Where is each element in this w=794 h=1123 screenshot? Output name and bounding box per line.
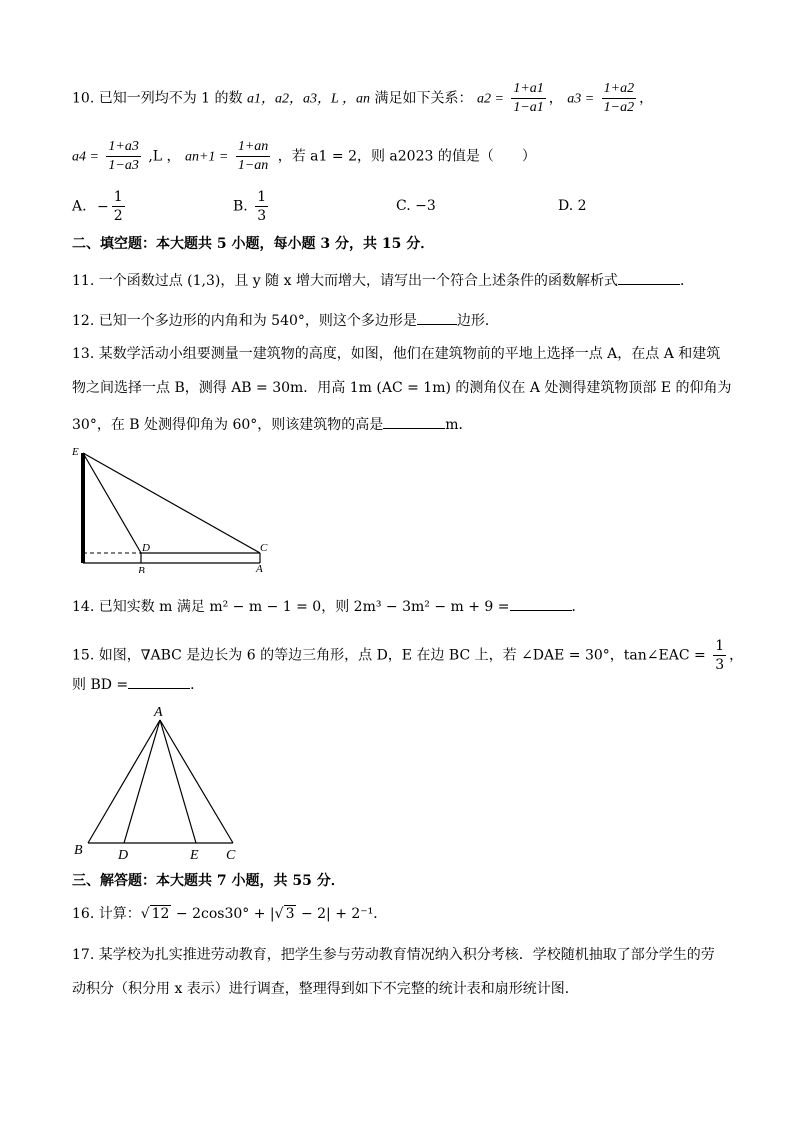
q11: 11. 一个函数过点 (1,3)，且 y 随 x 增大而增大，请写出一个符合上述条件的函数解析式 ． xyxy=(72,270,694,291)
line-ED xyxy=(83,453,141,553)
q12: 12. 已知一个多边形的内角和为 540°，则这个多边形是 边形． xyxy=(72,310,499,331)
label-A: A xyxy=(256,563,263,573)
q10-a4-fraction: $\frac{1+a3}{1-a3}$ xyxy=(108,139,139,173)
q10-option-a: A. − $\frac{1}{2}$ xyxy=(72,189,123,224)
q12-answer-blank xyxy=(417,310,457,325)
q10-a4-lhs: a4 = xyxy=(72,149,99,165)
section2-title: 二、填空题：本大题共 5 小题，每小题 3 分，共 15 分． xyxy=(72,236,435,252)
q13-line1: 13. 某数学活动小组要测量一建筑物的高度，如图，他们在建筑物前的平地上选择一点 A，在点 A 和建筑 xyxy=(72,346,721,362)
q10-option-b: B. $\frac{1}{3}$ xyxy=(233,189,267,224)
q15-figure xyxy=(68,700,268,865)
label-D: D xyxy=(118,848,129,863)
label-D: D xyxy=(142,542,150,554)
q14-answer-blank xyxy=(510,596,572,611)
q10-a3-lhs: a3 = xyxy=(567,91,595,107)
q10-sequence: a1，a2，a3，L ，an xyxy=(246,91,371,107)
q15-line2: 则 BD = ． xyxy=(72,674,204,695)
q10-line2 xyxy=(72,138,536,175)
q15-line1: 15. 如图，∇ABC 是边长为 6 的等边三角形，点 D，E 在边 BC 上，若 ∠DAE = 30°，tan∠EAC = $\frac{1}{3}$ ， xyxy=(72,638,744,673)
q15-answer-blank xyxy=(128,674,190,689)
q10-condition: 满足如下关系： xyxy=(374,90,473,107)
q13-line3: 30°，在 B 处测得仰角为 60°，则该建筑物的高是 m． xyxy=(72,414,473,435)
line-AE xyxy=(160,720,196,843)
q10-option-d: D. 2 xyxy=(558,198,587,214)
q14: 14. 已知实数 m 满足 m² − m − 1 = 0，则 2m³ − 3m² − m + 9 = ． xyxy=(72,596,586,617)
q10-an1-fraction: $\frac{1+an}{1-an}$ xyxy=(237,139,269,173)
q10-a3-fraction: $\frac{1+a2}{1-a2}$ xyxy=(603,81,635,115)
q16: 16. 计算：√ 12 − 2cos30° + |√ 3 − 2| + 2⁻¹． xyxy=(72,906,388,922)
line-EC xyxy=(83,453,260,553)
section3-title: 三、解答题：本大题共 7 小题，共 55 分． xyxy=(72,873,345,889)
q10-option-c: C. −3 xyxy=(396,198,436,214)
side-AC xyxy=(160,720,233,843)
q10-a2-lhs: a2 = xyxy=(476,91,504,107)
label-B: B xyxy=(74,843,83,858)
q10-a2-fraction: $\frac{1+a1}{1-a1}$ xyxy=(513,81,544,115)
label-E: E xyxy=(72,446,79,458)
q13-answer-blank xyxy=(383,414,445,429)
label-B: B xyxy=(138,565,145,573)
q13-line2: 物之间选择一点 B，测得 AB = 30m．用高 1m (AC = 1m) 的测角仪在 A 处测得建筑物顶部 E 的仰角为 xyxy=(72,380,732,396)
label-E: E xyxy=(190,848,199,863)
line-AD xyxy=(124,720,160,843)
label-A: A xyxy=(154,705,163,720)
q11-answer-blank xyxy=(618,270,680,285)
side-AB xyxy=(88,720,160,843)
q10-line1: 10. 已知一列均不为 1 的数 a1，a2，a3，L ，an 满足如下关系： a2 = $\frac{1+a1}{1-a1}$ ， a3 = $\frac{1+a2}{1-a2}$ ， xyxy=(72,81,654,115)
q15-fraction: $\frac{1}{3}$ xyxy=(715,638,725,673)
q10-tail: ，若 a1 = 2，则 a2023 的值是（ ） xyxy=(277,148,536,165)
q17-line1: 17. 某学校为扎实推进劳动教育，把学生参与劳动教育情况纳入积分考核．学校随机抽取了部分学生的劳 xyxy=(72,947,715,963)
label-C: C xyxy=(226,848,236,863)
q17-line2: 动积分（积分用 x 表示）进行调查，整理得到如下不完整的统计表和扇形统计图． xyxy=(72,981,579,997)
q13-figure xyxy=(68,443,288,573)
label-C: C xyxy=(260,542,268,554)
q10-dots: ,L ， xyxy=(148,148,181,165)
q10-intro: 10. 已知一列均不为 1 的数 xyxy=(72,90,243,107)
q10-an1-lhs: an+1 = xyxy=(184,149,229,165)
